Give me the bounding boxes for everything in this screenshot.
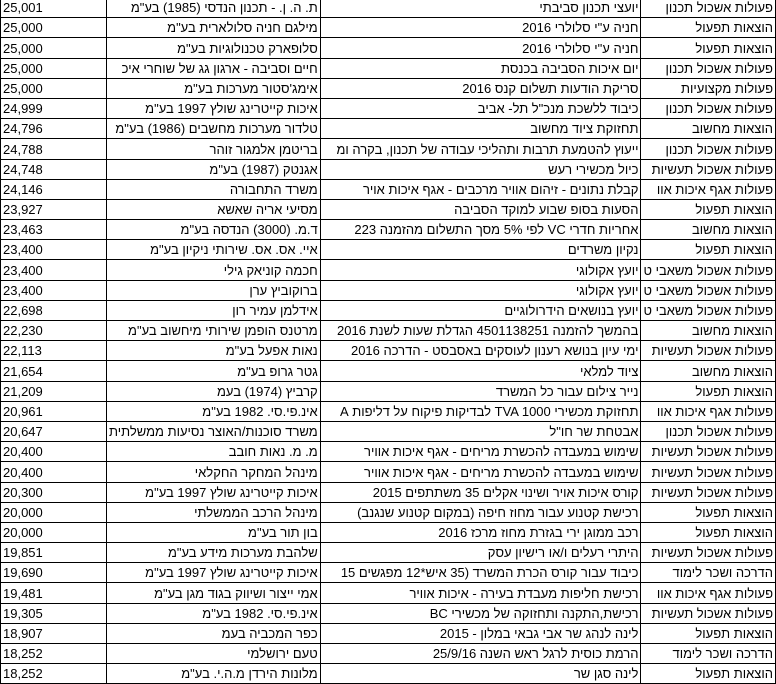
description-cell[interactable]: נקיון משרדים [320, 240, 641, 260]
amount-cell[interactable]: 19,851 [1, 543, 107, 563]
amount-cell[interactable]: 19,690 [1, 563, 107, 583]
category-cell[interactable]: הוצאות תפעול [641, 18, 776, 38]
table-row [1, 482, 776, 502]
description-cell[interactable]: ייעוץ להטמעת תרבות ותהליכי עבודה של תכנון, בקרה ומ [320, 139, 641, 159]
supplier-cell[interactable]: חיים וסביבה - ארגון גג של שוחרי איכ [107, 58, 321, 78]
supplier-cell[interactable]: נאות אפעל בע"מ [107, 341, 321, 361]
description-cell[interactable]: רכישת,התקנה ותחזוקה של מכשירי BC [320, 603, 641, 623]
description-cell[interactable]: יועצי תכנון סביבתי [320, 0, 641, 18]
table-row [1, 240, 776, 260]
table-row [1, 38, 776, 58]
description-cell[interactable]: רכישת חליפות מעבדת בעירה - איכות אוויר [320, 583, 641, 603]
amount-cell[interactable]: 21,209 [1, 381, 107, 401]
table-row [1, 664, 776, 684]
description-cell[interactable]: חניה ע"י סלולרי 2016 [320, 18, 641, 38]
supplier-cell[interactable]: מלונות הירדן מ.ה.י. בע"מ [107, 664, 321, 684]
description-cell[interactable]: יועץ אקולוגי [320, 260, 641, 280]
supplier-cell[interactable]: מינהל המחקר החקלאי [107, 462, 321, 482]
category-cell[interactable]: פעולות אגף איכות אוו [641, 583, 776, 603]
category-cell[interactable]: פעולות אשכול תעשיות [641, 341, 776, 361]
supplier-cell[interactable]: איכות קייטרינג שולץ 1997 בע"מ [107, 98, 321, 118]
supplier-cell[interactable]: בריטמן אלמגור זוהר [107, 139, 321, 159]
supplier-cell[interactable]: אינ.פי.סי. 1982 בע"מ [107, 603, 321, 623]
table-row [1, 78, 776, 98]
table-row [1, 421, 776, 441]
description-cell[interactable]: תחזוקת מכשירי TVA 1000 לבדיקות פיקוח על דליפות A [320, 401, 641, 421]
category-cell[interactable]: הוצאות תפעול [641, 199, 776, 219]
description-cell[interactable]: בהמשך להזמנה 4501138251 הגדלת שעות לשנת 2016 [320, 321, 641, 341]
category-cell[interactable]: פעולות אשכול תעשיות [641, 442, 776, 462]
supplier-cell[interactable]: ת. ה. ן. - תכנון הנדסי (1985) בע"מ [107, 0, 321, 18]
category-cell[interactable]: הדרכה ושכר לימוד [641, 644, 776, 664]
amount-cell[interactable]: 21,654 [1, 361, 107, 381]
description-cell[interactable]: רכישת קטנוע עבור מחוז חיפה (במקום קטנוע שנגנב) [320, 502, 641, 522]
table-row [1, 502, 776, 522]
category-cell[interactable]: הוצאות תפעול [641, 502, 776, 522]
category-cell[interactable]: פעולות אשכול תעשיות [641, 603, 776, 623]
table-row [1, 220, 776, 240]
supplier-cell[interactable]: חכמה קוניאק גילי [107, 260, 321, 280]
description-cell[interactable]: שימוש במעבדה להכשרת מריחים - אגף איכות אוויר [320, 462, 641, 482]
supplier-cell[interactable]: מילגם חניה סלולארית בע"מ [107, 18, 321, 38]
supplier-cell[interactable]: מינהל הרכב הממשלתי [107, 502, 321, 522]
category-cell[interactable]: פעולות אשכול תעשיות [641, 482, 776, 502]
amount-cell[interactable]: 23,400 [1, 240, 107, 260]
description-cell[interactable]: הרמת כוסית לרגל ראש השנה 25/9/16 [320, 644, 641, 664]
supplier-cell[interactable]: מסיעי אריה שאשא [107, 199, 321, 219]
table-row [1, 119, 776, 139]
amount-cell[interactable]: 18,252 [1, 644, 107, 664]
table-row [1, 139, 776, 159]
supplier-cell[interactable]: ד.מ. (3000) הנדסה בע"מ [107, 220, 321, 240]
amount-cell[interactable]: 23,400 [1, 280, 107, 300]
amount-cell[interactable]: 22,113 [1, 341, 107, 361]
table-row [1, 644, 776, 664]
description-cell[interactable]: היתרי רעלים ו/או רישיון עסק [320, 543, 641, 563]
table-row [1, 179, 776, 199]
table-row [1, 18, 776, 38]
table-row [1, 462, 776, 482]
description-cell[interactable]: כיבוד עבור קורס הכרת המשרד (35 איש*12 מפגשים 15 [320, 563, 641, 583]
description-cell[interactable]: קבלת נתונים - זיהום אוויר מרכבים - אגף איכות אויר [320, 179, 641, 199]
amount-cell[interactable]: 24,788 [1, 139, 107, 159]
table-row [1, 58, 776, 78]
amount-cell[interactable]: 20,000 [1, 502, 107, 522]
category-cell[interactable]: פעולות אשכול תכנון [641, 139, 776, 159]
supplier-cell[interactable]: אידלמן עמיר רון [107, 300, 321, 320]
category-cell[interactable]: פעולות מקצועיות [641, 78, 776, 98]
supplier-cell[interactable]: מ. מ. נאות חובב [107, 442, 321, 462]
table-row [1, 260, 776, 280]
supplier-cell[interactable]: אגנטק (1987) בע"מ [107, 159, 321, 179]
table-row [1, 623, 776, 643]
table-row [1, 543, 776, 563]
amount-cell[interactable]: 20,961 [1, 401, 107, 421]
amount-cell[interactable]: 22,230 [1, 321, 107, 341]
category-cell[interactable]: הוצאות מחשוב [641, 119, 776, 139]
description-cell[interactable]: שימוש במעבדה להכשרת מריחים - אגף איכות אוויר [320, 442, 641, 462]
category-cell[interactable]: פעולות אשכול תעשיות [641, 543, 776, 563]
category-cell[interactable]: הוצאות מחשוב [641, 361, 776, 381]
amount-cell[interactable]: 20,647 [1, 421, 107, 441]
amount-cell[interactable]: 23,400 [1, 260, 107, 280]
amount-cell[interactable]: 20,000 [1, 522, 107, 542]
category-cell[interactable]: פעולות אשכול תכנון [641, 98, 776, 118]
amount-cell[interactable]: 24,796 [1, 119, 107, 139]
category-cell[interactable]: פעולות אשכול תכנון [641, 0, 776, 18]
supplier-cell[interactable]: שלהבת מערכות מידע בע"מ [107, 543, 321, 563]
description-cell[interactable]: אחריות חדרי VC לפי 5% מסך התשלום מהזמנה 223 [320, 220, 641, 240]
category-cell[interactable]: הוצאות תפעול [641, 522, 776, 542]
description-cell[interactable]: לינה לנהג שר אבי גבאי במלון - 2015 [320, 623, 641, 643]
category-cell[interactable]: פעולות אשכול תעשיות [641, 159, 776, 179]
description-cell[interactable]: קורס איכות אויר ושינוי אקלים 35 משתתפים 2015 [320, 482, 641, 502]
category-cell[interactable]: הוצאות תפעול [641, 240, 776, 260]
description-cell[interactable]: יועץ בנושאים הידרולוגיים [320, 300, 641, 320]
supplier-cell[interactable]: אינ.פי.סי. 1982 בע"מ [107, 401, 321, 421]
supplier-cell[interactable]: כפר המכביה בעמ [107, 623, 321, 643]
table-row [1, 401, 776, 421]
supplier-cell[interactable]: אמי ייצור ושיווק בגוד מגן בע"מ [107, 583, 321, 603]
supplier-cell[interactable]: משרד סוכנות/האוצר נסיעות ממשלתית [107, 421, 321, 441]
amount-cell[interactable]: 18,252 [1, 664, 107, 684]
amount-cell[interactable]: 24,999 [1, 98, 107, 118]
table-row [1, 603, 776, 623]
description-cell[interactable]: הסעות בסופ שבוע למוקד הסביבה [320, 199, 641, 219]
category-cell[interactable]: פעולות אגף איכות אוו [641, 179, 776, 199]
category-cell[interactable]: פעולות אגף איכות אוו [641, 401, 776, 421]
amount-cell[interactable]: 19,481 [1, 583, 107, 603]
amount-cell[interactable]: 23,463 [1, 220, 107, 240]
category-cell[interactable]: פעולות אשכול משאבי ט [641, 280, 776, 300]
supplier-cell[interactable]: איי. אס. אס. שירותי ניקיון בע"מ [107, 240, 321, 260]
description-cell[interactable]: כיבוד ללשכת מנכ"ל תל- אביב [320, 98, 641, 118]
description-cell[interactable]: רכב ממוגן ירי בגזרת מחוז מרכז 2016 [320, 522, 641, 542]
table-row [1, 522, 776, 542]
supplier-cell[interactable]: ברוקוביץ ערן [107, 280, 321, 300]
amount-cell[interactable]: 25,000 [1, 38, 107, 58]
supplier-cell[interactable]: גטר גרופ בע"מ [107, 361, 321, 381]
amount-cell[interactable]: 25,000 [1, 58, 107, 78]
description-cell[interactable]: לינה סגן שר [320, 664, 641, 684]
amount-cell[interactable]: 20,400 [1, 462, 107, 482]
description-cell[interactable]: כיול מכשירי רעש [320, 159, 641, 179]
table-row [1, 98, 776, 118]
supplier-cell[interactable]: איכות קייטרינג שולץ 1997 בע"מ [107, 482, 321, 502]
supplier-cell[interactable]: טעם ירושלמי [107, 644, 321, 664]
description-cell[interactable]: ימי עיון בנושא רענון לעוסקים באסבסט - הדרכה 2016 [320, 341, 641, 361]
amount-cell[interactable]: 20,400 [1, 442, 107, 462]
supplier-cell[interactable]: אימג'סטור מערכות בע"מ [107, 78, 321, 98]
category-cell[interactable]: פעולות אשכול משאבי ט [641, 260, 776, 280]
table-row [1, 300, 776, 320]
description-cell[interactable]: ציוד למלאי [320, 361, 641, 381]
expenses-table-body [1, 0, 776, 684]
amount-cell[interactable]: 18,907 [1, 623, 107, 643]
supplier-cell[interactable]: מרטנס הופמן שירותי מיחשוב בע"מ [107, 321, 321, 341]
category-cell[interactable]: פעולות אשכול תכנון [641, 421, 776, 441]
category-cell[interactable]: הוצאות מחשוב [641, 321, 776, 341]
description-cell[interactable]: יום איכות הסביבה בכנסת [320, 58, 641, 78]
description-cell[interactable]: אבטחת שר חו"ל [320, 421, 641, 441]
category-cell[interactable]: הוצאות תפעול [641, 38, 776, 58]
amount-cell[interactable]: 24,146 [1, 179, 107, 199]
table-row [1, 563, 776, 583]
table-row [1, 361, 776, 381]
description-cell[interactable]: נייר צילום עבור כל המשרד [320, 381, 641, 401]
amount-cell[interactable]: 22,698 [1, 300, 107, 320]
category-cell[interactable]: הדרכה ושכר לימוד [641, 563, 776, 583]
category-cell[interactable]: פעולות אשכול תכנון [641, 58, 776, 78]
amount-cell[interactable]: 25,001 [1, 0, 107, 18]
amount-cell[interactable]: 24,748 [1, 159, 107, 179]
supplier-cell[interactable]: קרביץ (1974) בעמ [107, 381, 321, 401]
supplier-cell[interactable]: סלופארק טכנולוגיות בע"מ [107, 38, 321, 58]
table-row [1, 321, 776, 341]
amount-cell[interactable]: 20,300 [1, 482, 107, 502]
table-row [1, 583, 776, 603]
table-row [1, 381, 776, 401]
supplier-cell[interactable]: בון תור בע"מ [107, 522, 321, 542]
supplier-cell[interactable]: משרד התחבורה [107, 179, 321, 199]
description-cell[interactable]: יועץ אקולוגי [320, 280, 641, 300]
category-cell[interactable]: הוצאות תפעול [641, 664, 776, 684]
description-cell[interactable]: סריקת הודעות תשלום קנס 2016 [320, 78, 641, 98]
table-row [1, 341, 776, 361]
table-row [1, 199, 776, 219]
category-cell[interactable]: פעולות אשכול תעשיות [641, 462, 776, 482]
supplier-cell[interactable]: טלדור מערכות מחשבים (1986) בע"מ [107, 119, 321, 139]
table-row [1, 442, 776, 462]
table-row [1, 0, 776, 18]
supplier-cell[interactable]: איכות קייטרינג שולץ 1997 בע"מ [107, 563, 321, 583]
table-row [1, 159, 776, 179]
description-cell[interactable]: תחזוקת ציוד מחשוב [320, 119, 641, 139]
amount-cell[interactable]: 19,305 [1, 603, 107, 623]
table-row [1, 280, 776, 300]
category-cell[interactable]: הוצאות תפעול [641, 623, 776, 643]
category-cell[interactable]: הוצאות תפעול [641, 381, 776, 401]
amount-cell[interactable]: 25,000 [1, 18, 107, 38]
description-cell[interactable]: חניה ע"י סלולרי 2016 [320, 38, 641, 58]
category-cell[interactable]: הוצאות מחשוב [641, 220, 776, 240]
category-cell[interactable]: פעולות אשכול משאבי ט [641, 300, 776, 320]
amount-cell[interactable]: 25,000 [1, 78, 107, 98]
amount-cell[interactable]: 23,927 [1, 199, 107, 219]
